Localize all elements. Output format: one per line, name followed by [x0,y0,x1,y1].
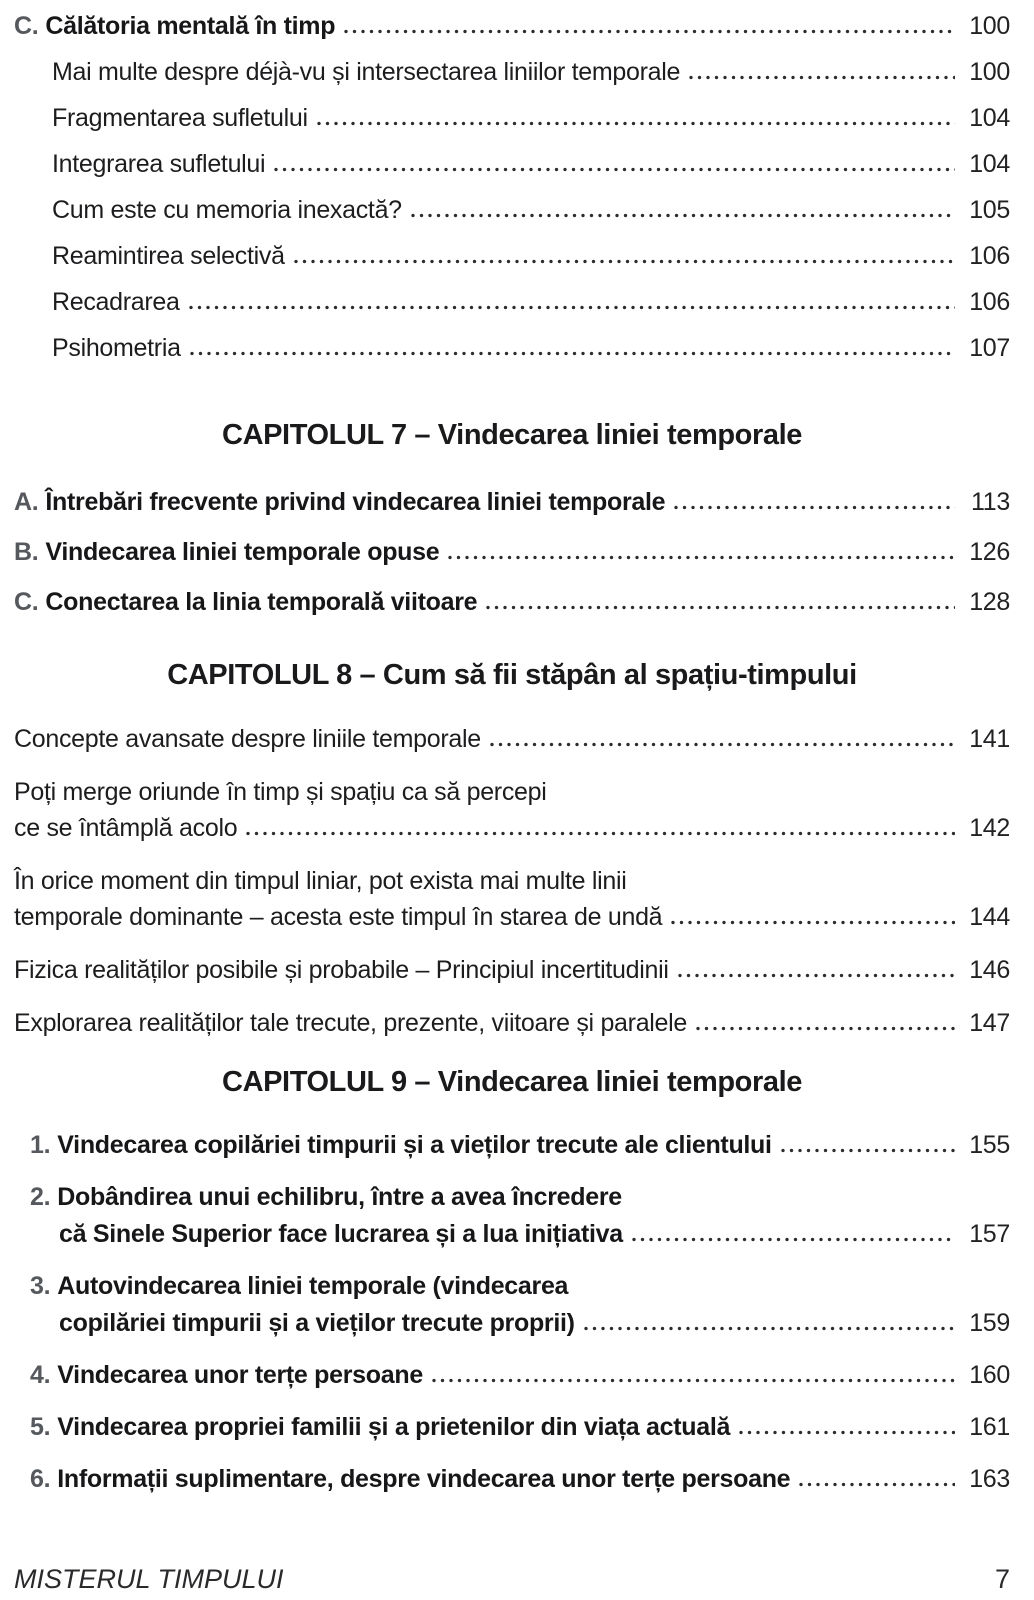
entry-page-number: 106 [969,288,1010,316]
dot-leader [344,29,955,34]
dot-leader [799,1482,955,1487]
toc-entry [14,538,1010,566]
entry-label: Informații suplimentare, despre vindecarea unor terțe persoane [57,1465,791,1493]
entry-page-number: 100 [969,12,1010,40]
dot-leader [696,1026,955,1031]
entry-label: Călătoria mentală în timp [45,12,336,40]
entry-page-number: 100 [969,58,1010,86]
entry-page-number: 106 [969,242,1010,270]
toc-section [14,658,1010,1037]
toc-entry-line [30,1361,1010,1389]
toc-entry [14,58,1010,86]
entry-page-number: 113 [971,488,1010,516]
toc-entry [14,1183,1010,1248]
entry-label: Reamintirea selectivă [52,242,285,270]
toc-entry-line [52,58,1010,86]
dot-leader [246,831,955,836]
toc-entry-line [30,1183,1010,1211]
toc-entry-line [14,538,1010,566]
entry-label: Întrebări frecvente privind vindecarea liniei temporale [45,488,666,516]
dot-leader [274,167,955,172]
toc-entry [14,1413,1010,1441]
dot-leader [294,259,955,264]
entry-label: Cum este cu memoria inexactă? [52,196,402,224]
toc-entry [14,956,1010,984]
footer-page-number: 7 [994,1564,1010,1594]
toc-entry-line [14,778,1010,806]
dot-leader [671,920,955,925]
toc-entry [14,104,1010,132]
toc-entry-line [14,956,1010,984]
toc-entry-line [14,814,1010,842]
entry-prefix: C. [14,12,39,40]
toc-entry-line [52,104,1010,132]
entry-page-number: 163 [969,1465,1010,1493]
toc-entry [14,196,1010,224]
entry-prefix: 4. [30,1361,51,1389]
toc-section [14,12,1010,362]
toc-section [14,1065,1010,1493]
entry-page-number: 160 [969,1361,1010,1389]
toc [14,12,1010,1493]
entry-page-number: 128 [969,588,1010,616]
toc-entry-line [52,288,1010,316]
dot-leader [486,605,955,610]
entry-page-number: 142 [969,814,1010,842]
entry-label: Vindecarea copilăriei timpurii și a vieților trecute ale clientului [57,1131,772,1159]
entry-label: Dobândirea unui echilibru, între a avea încredere [57,1183,622,1211]
entry-label: Recadrarea [52,288,180,316]
toc-entry [14,588,1010,616]
entry-label: că Sinele Superior face lucrarea și a lua inițiativa [59,1220,623,1248]
entry-page-number: 157 [969,1220,1010,1248]
entry-page-number: 155 [969,1131,1010,1159]
toc-entry-line [14,725,1010,753]
toc-entry-line [30,1131,1010,1159]
entry-prefix: C. [14,588,39,616]
toc-entry [14,150,1010,178]
dot-leader [689,75,955,80]
toc-entry-line [52,196,1010,224]
dot-leader [432,1378,955,1383]
dot-leader [674,505,955,510]
entry-label: Vindecarea liniei temporale opuse [45,538,440,566]
dot-leader [411,213,955,218]
entry-label: copilăriei timpurii și a vieților trecute proprii) [59,1309,575,1337]
entry-prefix: A. [14,488,39,516]
toc-section [14,418,1010,616]
toc-entry [14,867,1010,931]
entry-page-number: 104 [969,104,1010,132]
entry-label: temporale dominante – acesta este timpul în starea de undă [14,903,663,931]
toc-entry-line [52,334,1010,362]
entry-label: Explorarea realităților tale trecute, prezente, viitoare și paralele [14,1009,688,1037]
toc-entry-line [52,150,1010,178]
entry-page-number: 146 [969,956,1010,984]
entry-label: Fizica realităților posibile și probabile – Principiul incertitudinii [14,956,669,984]
entry-page-number: 104 [969,150,1010,178]
toc-entry-line [30,1220,1010,1248]
toc-entry [14,12,1010,40]
chapter-heading: CAPITOLUL 7 – Vindecarea liniei temporale [222,419,802,451]
toc-entry-line [30,1309,1010,1337]
entry-label: ce se întâmplă acolo [14,814,238,842]
page-footer [14,1564,1010,1594]
entry-label: Concepte avansate despre liniile temporale [14,725,481,753]
dot-leader [190,351,955,356]
toc-entry [14,725,1010,753]
dot-leader [317,121,955,126]
toc-entry-line [14,12,1010,40]
entry-label: Fragmentarea sufletului [52,104,308,132]
dot-leader [490,742,955,747]
toc-entry [14,488,1010,516]
dot-leader [189,305,955,310]
entry-label: Autovindecarea liniei temporale (vindecarea [57,1272,569,1300]
toc-entry [14,1361,1010,1389]
entry-page-number: 161 [969,1413,1010,1441]
entry-prefix: 2. [30,1183,51,1211]
entry-page-number: 107 [969,334,1010,362]
chapter-heading: CAPITOLUL 8 – Cum să fii stăpân al spațiu-timpului [167,659,857,691]
dot-leader [678,973,955,978]
toc-entry [14,242,1010,270]
toc-entry [14,1131,1010,1159]
toc-entry-line [52,242,1010,270]
entry-label: În orice moment din timpul liniar, pot exista mai multe linii [14,867,627,895]
toc-entry [14,1272,1010,1337]
entry-prefix: 3. [30,1272,51,1300]
toc-entry-line [30,1272,1010,1300]
toc-entry-line [30,1465,1010,1493]
toc-entry [14,334,1010,362]
toc-entry-line [14,588,1010,616]
entry-label: Integrarea sufletului [52,150,266,178]
entry-page-number: 141 [969,725,1010,753]
toc-entry [14,1009,1010,1037]
dot-leader [584,1326,955,1331]
entry-label: Poți merge oriunde în timp și spațiu ca să percepi [14,778,547,806]
entry-page-number: 144 [969,903,1010,931]
toc-entry [14,778,1010,842]
chapter-heading: CAPITOLUL 9 – Vindecarea liniei temporale [222,1066,802,1098]
toc-entry-line [14,903,1010,931]
entry-prefix: 1. [30,1131,51,1159]
dot-leader [739,1430,955,1435]
entry-prefix: 5. [30,1413,51,1441]
toc-entry-line [14,488,1010,516]
dot-leader [632,1237,955,1242]
entry-page-number: 105 [969,196,1010,224]
dot-leader [781,1148,955,1153]
toc-entry-line [14,867,1010,895]
toc-entry [14,288,1010,316]
footer-book-title: MISTERUL TIMPULUI [14,1564,284,1594]
toc-entry [14,1465,1010,1493]
entry-label: Vindecarea unor terțe persoane [57,1361,423,1389]
entry-label: Psihometria [52,334,181,362]
entry-prefix: 6. [30,1465,51,1493]
entry-label: Vindecarea propriei familii și a prietenilor din viața actuală [57,1413,731,1441]
entry-page-number: 126 [969,538,1010,566]
toc-entry-line [30,1413,1010,1441]
dot-leader [448,555,955,560]
entry-label: Mai multe despre déjà-vu și intersectarea liniilor temporale [52,58,681,86]
entry-page-number: 159 [969,1309,1010,1337]
entry-prefix: B. [14,538,39,566]
entry-page-number: 147 [969,1009,1010,1037]
toc-entry-line [14,1009,1010,1037]
entry-label: Conectarea la linia temporală viitoare [45,588,478,616]
